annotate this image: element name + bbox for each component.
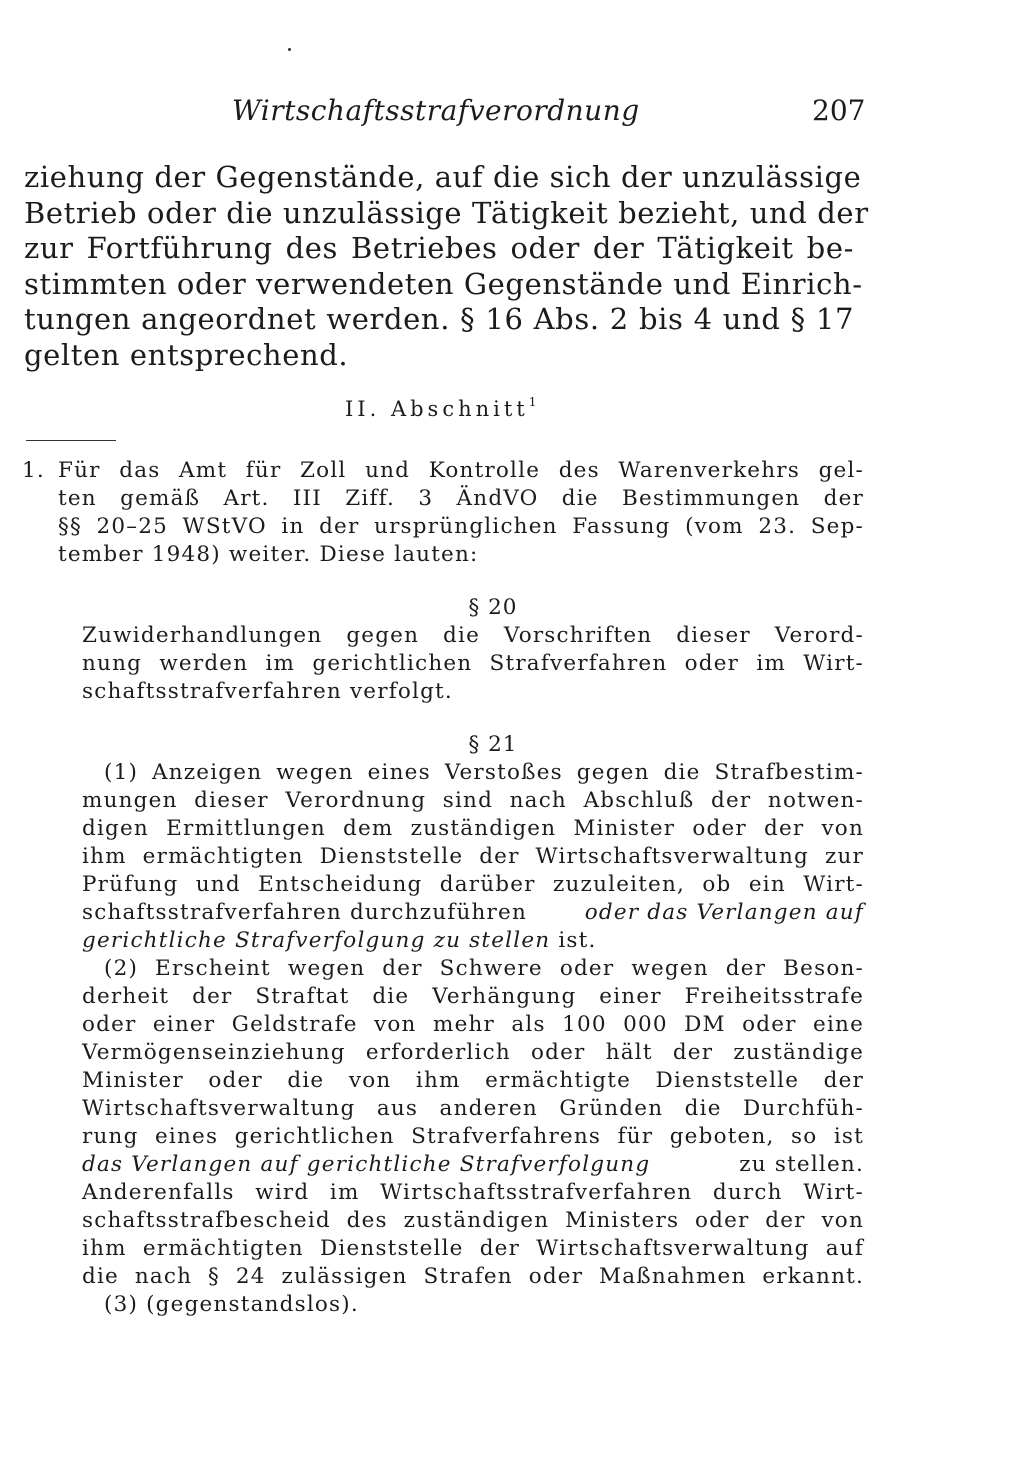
footnote-text: Für das Amt für Zoll und Kontrolle des Warenverkehrs gel- — [58, 458, 864, 483]
quote-line: rung eines gerichtlichen Strafverfahrens für geboten, so ist — [82, 1124, 864, 1149]
paragraph-20-heading: § 20 — [468, 595, 518, 620]
quote-line — [82, 1151, 864, 1179]
text-line: tungen angeordnet werden. § 16 Abs. 2 bis 4 und § 17 — [24, 302, 854, 337]
page-number: 207 — [812, 94, 866, 127]
quote-line: schaftsstrafverfahren verfolgt. — [82, 679, 453, 704]
paragraph-21-sub2 — [22, 955, 864, 1291]
quote-text: zu stellen. — [739, 1152, 864, 1177]
quote-text-italic: das Verlangen auf gerichtliche Strafverfolgung — [82, 1152, 651, 1177]
section-heading-text: II. Abschnitt — [345, 397, 529, 421]
section-heading — [345, 395, 536, 421]
quote-line — [82, 927, 864, 955]
footnote-line: §§ 20–25 WStVO in der ursprünglichen Fassung (vom 23. Sep- — [58, 514, 864, 539]
quote-line: Vermögenseinziehung erforderlich oder hält der zuständige — [82, 1040, 864, 1065]
footnote — [22, 457, 864, 1319]
quote-line — [82, 899, 864, 927]
text-line: zur Fortführung des Betriebes oder der Tätigkeit be- — [24, 231, 854, 266]
footnote-line: ten gemäß Art. III Ziff. 3 ÄndVO die Bestimmungen der — [58, 486, 864, 511]
footnote-reference: 1 — [528, 395, 537, 409]
quote-text-italic: oder das Verlangen auf — [584, 900, 864, 925]
quote-line: mungen dieser Verordnung sind nach Abschluß der notwen- — [82, 788, 864, 813]
paragraph-20-text — [22, 622, 864, 706]
quote-text: ist. — [558, 928, 597, 953]
quote-line: Minister oder die von ihm ermächtigte Dienststelle der — [82, 1068, 864, 1093]
quote-line: Prüfung und Entscheidung darüber zuzuleiten, ob ein Wirt- — [82, 872, 864, 897]
footnote-line — [22, 457, 864, 485]
quote-line: nung werden im gerichtlichen Strafverfahren oder im Wirt- — [82, 651, 864, 676]
quote-line: Zuwiderhandlungen gegen die Vorschriften dieser Verord- — [82, 623, 864, 648]
quote-line: (2) Erscheint wegen der Schwere oder wegen der Beson- — [104, 956, 864, 981]
quote-line: ihm ermächtigten Dienststelle der Wirtschaftsverwaltung zur — [82, 844, 864, 869]
text-line: ziehung der Gegenstände, auf die sich der unzulässige — [24, 160, 862, 194]
footnote-line: tember 1948) weiter. Diese lauten: — [58, 542, 479, 567]
quote-line: Anderenfalls wird im Wirtschaftsstrafverfahren durch Wirt- — [82, 1180, 864, 1205]
paragraph-21-sub3 — [22, 1291, 864, 1319]
paragraph-21-heading: § 21 — [468, 732, 518, 757]
main-paragraph — [24, 160, 869, 374]
quote-line: derheit der Straftat die Verhängung einer Freiheitsstrafe — [82, 984, 864, 1009]
quote-line: die nach § 24 zulässigen Strafen oder Maßnahmen erkannt. — [82, 1264, 864, 1289]
quote-text: schaftsstrafverfahren durchzuführen — [82, 900, 527, 925]
quote-line: digen Ermittlungen dem zuständigen Minister oder der von — [82, 816, 864, 841]
quote-text-italic: gerichtliche Strafverfolgung zu stellen — [82, 928, 551, 953]
text-line: stimmten oder verwendeten Gegenstände und Einrich- — [24, 266, 863, 301]
footnote-divider — [26, 440, 116, 441]
running-title: Wirtschaftsstrafverordnung — [232, 94, 640, 127]
quote-line: schaftsstrafbescheid des zuständigen Ministers oder der von — [82, 1208, 864, 1233]
footnote-number: 1. — [22, 458, 45, 483]
paragraph-21-sub1 — [22, 759, 864, 955]
text-line: Betrieb oder die unzulässige Tätigkeit bezieht, und der — [24, 195, 869, 230]
print-speck — [288, 48, 291, 51]
quote-line: ihm ermächtigten Dienststelle der Wirtschaftsverwaltung auf — [82, 1236, 864, 1261]
quote-line: (1) Anzeigen wegen eines Verstoßes gegen die Strafbestim- — [104, 760, 864, 785]
quote-line: oder einer Geldstrafe von mehr als 100 000 DM oder eine — [82, 1012, 864, 1037]
quote-line: Wirtschaftsverwaltung aus anderen Gründen die Durchfüh- — [82, 1096, 864, 1121]
quote-line: (3) (gegenstandslos). — [104, 1292, 359, 1317]
text-line: gelten entsprechend. — [24, 337, 349, 372]
